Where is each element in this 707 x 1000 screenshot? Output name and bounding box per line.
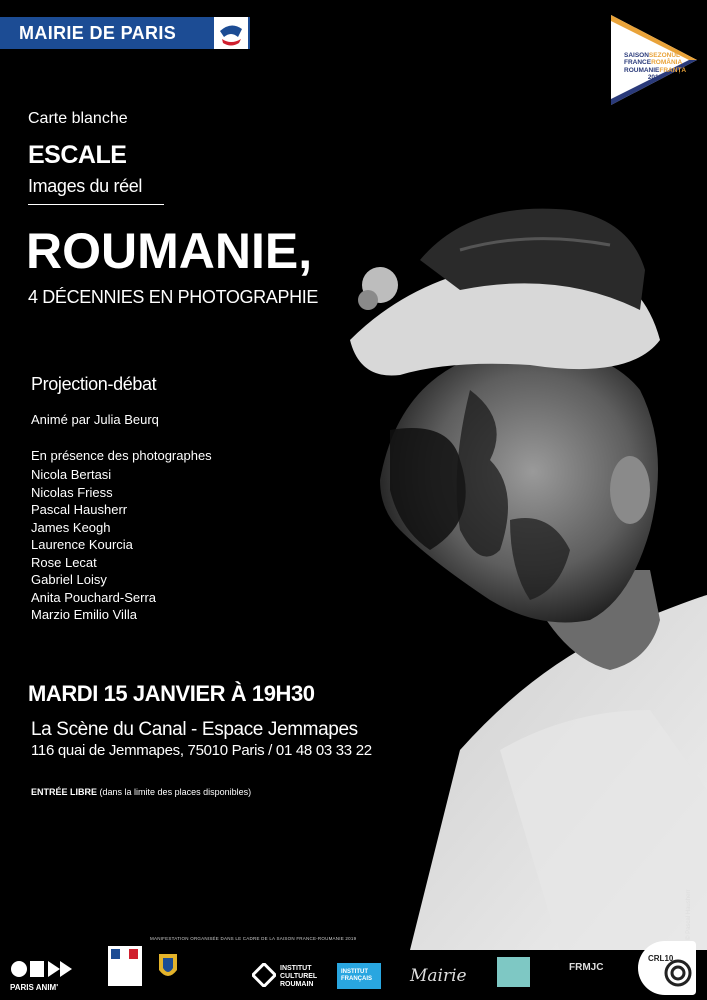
program-title: ESCALE bbox=[28, 141, 127, 169]
main-subtitle: 4 DÉCENNIES EN PHOTOGRAPHIE bbox=[28, 287, 319, 307]
crl10-logo bbox=[638, 941, 696, 995]
frmjc-logo: FRMJC bbox=[569, 962, 604, 973]
event-date: MARDI 15 JANVIER À 19H30 bbox=[28, 681, 315, 706]
portrait-photo bbox=[310, 190, 707, 950]
title-divider bbox=[28, 204, 164, 205]
institut-francais-logo: INSTITUT FRANÇAIS bbox=[337, 963, 381, 989]
list-item: Nicola Bertasi bbox=[31, 467, 112, 482]
list-item: Nicolas Friess bbox=[31, 484, 113, 500]
mairie-label: MAIRIE DE PARIS bbox=[19, 22, 177, 43]
nad-logo bbox=[497, 957, 530, 987]
crl10-label: CRL10 bbox=[648, 954, 674, 963]
mairie17-logo: Mairie bbox=[410, 966, 467, 986]
saison-text: SAISONSEZONUL FRANCEROMÂNIA ROUMANIEFRANȚA 2019 bbox=[624, 52, 687, 81]
subprogram-title: Images du réel bbox=[28, 176, 143, 196]
event-address: 116 quai de Jemmapes, 75010 Paris / 01 48 03 33 22 bbox=[31, 742, 372, 759]
main-title: ROUMANIE, bbox=[26, 223, 313, 279]
entry-note: (dans la limite des places disponibles) bbox=[99, 787, 252, 797]
list-item: Anita Pouchard-Serra bbox=[31, 589, 157, 605]
entry-info bbox=[31, 787, 251, 797]
institut-culturel-roumain-icon bbox=[252, 963, 276, 987]
footer-note: MANIFESTATION ORGANISÉE DANS LE CADRE DE LA SAISON FRANCE-ROUMANIE 2019 bbox=[150, 936, 357, 941]
list-item: Marzio Emilio Villa bbox=[31, 607, 137, 622]
republique-francaise-logo bbox=[108, 946, 142, 986]
mairie-de-paris-logo bbox=[0, 17, 250, 49]
entry-bold: ENTRÉE LIBRE bbox=[31, 787, 98, 797]
paris-anim-label: PARIS ANIM' bbox=[10, 983, 59, 992]
list-item: Gabriel Loisy bbox=[31, 572, 107, 587]
photo-credit: © Pascal Hausherr bbox=[686, 889, 692, 940]
saison-france-roumanie-logo bbox=[611, 15, 697, 105]
list-item: Rose Lecat bbox=[31, 554, 97, 570]
event-format: Projection-débat bbox=[31, 374, 157, 394]
presence-label: En présence des photographes bbox=[31, 448, 212, 463]
host-line: Animé par Julia Beurq bbox=[31, 412, 159, 427]
list-item: Pascal Hausherr bbox=[31, 502, 128, 517]
series-label: Carte blanche bbox=[28, 110, 128, 127]
list-item: Laurence Kourcia bbox=[31, 537, 133, 552]
event-venue: La Scène du Canal - Espace Jemmapes bbox=[31, 719, 358, 740]
paris-seal-icon bbox=[214, 17, 248, 49]
romania-coat-of-arms-icon bbox=[157, 950, 179, 984]
institut-culturel-label: INSTITUT CULTUREL ROUMAIN bbox=[280, 965, 318, 988]
list-item: James Keogh bbox=[31, 519, 111, 535]
photographer-list bbox=[31, 466, 156, 624]
